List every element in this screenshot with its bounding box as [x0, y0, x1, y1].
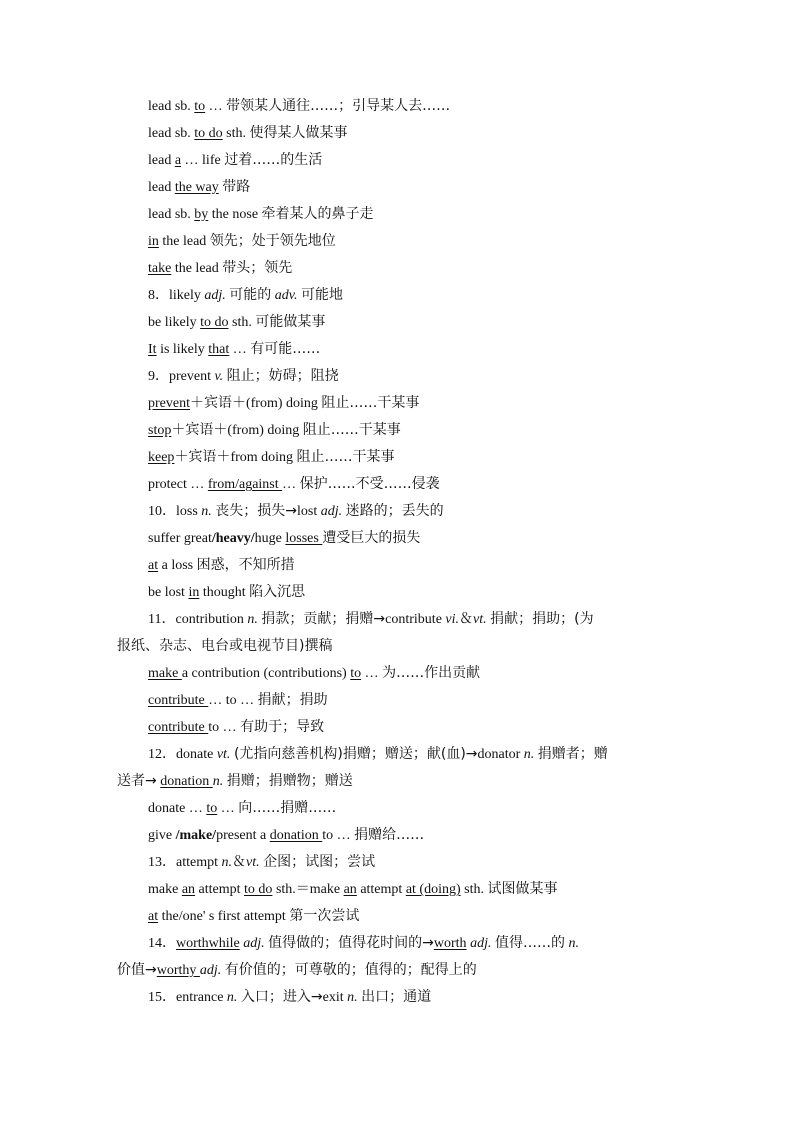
underlined-term: keep — [148, 450, 175, 465]
text-segment: attempt — [195, 882, 245, 897]
text-line — [148, 880, 557, 899]
underlined-term: to — [194, 99, 206, 114]
text-segment: a loss — [158, 558, 197, 573]
text-line — [148, 340, 320, 359]
text-segment: 带领某人通往……；引导某人去…… — [226, 98, 451, 114]
text-segment: 有助于；导致 — [240, 719, 325, 735]
underlined-term: to — [350, 666, 362, 681]
part-of-speech: n. — [212, 774, 224, 789]
underlined-term: to do — [194, 126, 223, 141]
part-of-speech: adv. — [274, 288, 298, 303]
text-line — [148, 232, 336, 251]
text-segment: 8．likely — [148, 288, 205, 303]
text-line — [148, 151, 322, 170]
text-segment: 出口；通道 — [361, 989, 432, 1005]
text-line — [148, 826, 424, 845]
text-segment: the/one' s first attempt — [158, 909, 290, 924]
text-segment: 10．loss — [148, 504, 202, 519]
underlined-term: take — [148, 261, 172, 276]
part-of-speech: vt. — [216, 747, 231, 762]
part-of-speech: adj. — [199, 963, 222, 978]
text-segment: 送者→ — [117, 773, 157, 789]
underlined-term: at — [148, 558, 159, 573]
text-segment: 遭受巨大的损失 — [322, 530, 421, 546]
text-line — [148, 664, 480, 683]
underlined-term: contribute — [148, 720, 209, 735]
text-segment: … — [282, 477, 300, 492]
text-segment: 阻止……干某事 — [302, 422, 401, 438]
text-segment: to … — [322, 828, 355, 843]
underlined-term: stop — [148, 423, 172, 438]
text-segment: ＆ — [232, 855, 246, 870]
text-segment: contribute — [385, 612, 446, 627]
underlined-term: make — [148, 666, 182, 681]
part-of-speech: vi. — [445, 612, 460, 627]
text-line — [148, 745, 608, 764]
text-segment: 阻止……干某事 — [321, 395, 420, 411]
text-segment: 捐献；捐助 — [257, 692, 328, 708]
text-segment: 向……捐赠…… — [238, 800, 337, 816]
text-segment: lead — [148, 180, 175, 195]
text-segment: give — [148, 828, 176, 843]
text-line — [148, 205, 374, 224]
text-line — [148, 529, 420, 548]
text-segment: … — [229, 342, 251, 357]
text-segment: the lead — [158, 234, 210, 249]
underlined-term: that — [208, 342, 230, 357]
text-line — [148, 907, 359, 926]
part-of-speech: v. — [214, 369, 224, 384]
underlined-term: losses — [285, 531, 323, 546]
text-line — [148, 97, 450, 116]
text-line — [148, 178, 250, 197]
part-of-speech: n. — [347, 990, 358, 1005]
text-segment: donate … — [148, 801, 207, 816]
text-segment: lead — [148, 153, 175, 168]
text-segment: 入口；进入→ — [240, 989, 323, 1005]
text-segment: 价值→ — [117, 962, 157, 978]
text-line — [148, 718, 324, 737]
text-line — [148, 691, 328, 710]
part-of-speech: vt. — [246, 855, 260, 870]
text-segment: 牵着某人的鼻子走 — [261, 206, 374, 222]
text-segment: (尤指向慈善机构)捐赠；赠送；献(血)→ — [233, 746, 478, 762]
text-segment: 有可能…… — [250, 341, 321, 357]
text-line — [148, 421, 401, 440]
underlined-term: to do — [244, 882, 273, 897]
text-segment: 值得……的 — [494, 935, 565, 951]
text-segment: 困惑，不知所措 — [196, 557, 295, 573]
text-segment: is likely — [156, 342, 209, 357]
text-segment: 报纸、杂志、电台或电视节目)撰稿 — [117, 638, 333, 654]
text-segment: 丧失；损失→ — [215, 503, 298, 519]
text-line — [148, 394, 419, 413]
text-line — [117, 961, 477, 980]
text-segment: /heavy/ — [211, 531, 255, 546]
part-of-speech: n. — [221, 855, 232, 870]
text-line — [148, 286, 343, 305]
text-segment: sth. — [228, 315, 256, 330]
text-line — [148, 610, 594, 629]
text-segment: 捐献；捐助；(为 — [490, 611, 594, 627]
text-segment: ＆ — [459, 612, 474, 627]
text-segment: 带路 — [222, 179, 251, 195]
text-line — [148, 934, 579, 953]
text-line — [117, 772, 353, 791]
underlined-term: prevent — [148, 396, 190, 411]
text-segment: … — [205, 99, 227, 114]
text-segment: sth. — [460, 882, 488, 897]
part-of-speech: vt. — [473, 612, 487, 627]
text-segment: 值得做的；值得花时间的→ — [268, 935, 434, 951]
text-line — [148, 475, 440, 494]
text-segment: 13．attempt — [148, 855, 222, 870]
underlined-term: from/against — [207, 477, 283, 492]
text-segment: 为……作出贡献 — [382, 665, 481, 681]
text-segment: 9．prevent — [148, 369, 215, 384]
text-segment: 有价值的；可尊敬的；值得的；配得上的 — [224, 962, 477, 978]
text-segment: 捐款；贡献；捐赠→ — [261, 611, 386, 627]
text-segment: suffer great — [148, 531, 212, 546]
underlined-term: the way — [174, 180, 219, 195]
text-segment: donator — [477, 747, 524, 762]
underlined-term: in — [148, 234, 159, 249]
text-segment: 迷路的；丢失的 — [345, 503, 444, 519]
text-segment: … — [217, 801, 239, 816]
text-segment: 捐赠给…… — [354, 827, 425, 843]
text-segment: 领先；处于领先地位 — [209, 233, 336, 249]
text-segment: a contribution (contributions) — [181, 666, 351, 681]
text-segment: 使得某人做某事 — [249, 125, 348, 141]
text-segment: ＋宾语＋ — [171, 422, 228, 438]
text-segment: 捐赠；捐赠物；赠送 — [226, 773, 353, 789]
text-line — [148, 502, 444, 521]
text-segment: … life — [181, 153, 225, 168]
text-segment: ＋宾语＋ — [174, 449, 231, 465]
text-segment: thought — [199, 585, 250, 600]
text-segment: exit — [322, 990, 348, 1005]
text-segment: … to … — [208, 693, 258, 708]
part-of-speech: adj. — [320, 504, 343, 519]
underlined-term: to — [206, 801, 218, 816]
underlined-term: an — [181, 882, 196, 897]
text-segment: from doing — [230, 450, 297, 465]
text-segment: 过着……的生活 — [224, 152, 323, 168]
text-segment: be lost — [148, 585, 189, 600]
text-line — [148, 583, 305, 602]
text-segment: the lead — [171, 261, 223, 276]
underlined-term: to do — [200, 315, 229, 330]
text-segment: sth.＝make — [272, 882, 344, 897]
part-of-speech: n. — [568, 936, 579, 951]
text-line — [148, 367, 339, 386]
part-of-speech: adj. — [470, 936, 492, 951]
text-line — [148, 853, 375, 872]
underlined-term: contribute — [148, 693, 209, 708]
text-segment: attempt — [356, 882, 406, 897]
underlined-term: at (doing) — [405, 882, 461, 897]
text-segment: (from) doing — [227, 423, 303, 438]
underlined-term: worth — [433, 936, 467, 951]
text-segment: present a — [216, 828, 270, 843]
part-of-speech: n. — [226, 990, 238, 1005]
underlined-term: donation — [269, 828, 323, 843]
text-line — [148, 556, 295, 575]
text-segment: 企图；试图；尝试 — [263, 854, 376, 870]
part-of-speech: n. — [523, 747, 535, 762]
underlined-term: at — [148, 909, 159, 924]
text-segment: 保护……不受……侵袭 — [299, 476, 440, 492]
text-segment: 陷入沉思 — [249, 584, 306, 600]
text-segment: 阻止；妨碍；阻挠 — [226, 368, 339, 384]
part-of-speech: n. — [201, 504, 212, 519]
part-of-speech: n. — [247, 612, 258, 627]
underlined-term: a — [174, 153, 182, 168]
text-segment: 可能的 — [229, 287, 272, 303]
text-segment: lead sb. — [148, 99, 195, 114]
text-segment: 试图做某事 — [487, 881, 558, 897]
text-segment: lost — [297, 504, 321, 519]
text-segment: /make/ — [175, 828, 217, 843]
text-segment: be likely — [148, 315, 201, 330]
text-segment: protect … — [148, 477, 208, 492]
underlined-term: worthy — [156, 963, 200, 978]
text-segment: 带头；领先 — [222, 260, 293, 276]
text-segment: to … — [208, 720, 241, 735]
underlined-term: It — [148, 342, 157, 357]
text-segment: lead sb. — [148, 207, 195, 222]
text-segment: 第一次尝试 — [289, 908, 360, 924]
text-segment: 阻止……干某事 — [296, 449, 395, 465]
text-line — [148, 124, 348, 143]
text-segment: 可能做某事 — [255, 314, 326, 330]
text-segment: 11．contribution — [148, 612, 248, 627]
text-segment: 12．donate — [148, 747, 217, 762]
text-line — [148, 799, 336, 818]
text-line — [148, 313, 325, 332]
underlined-term: worthwhile — [176, 936, 240, 951]
text-segment: huge — [254, 531, 286, 546]
text-line — [117, 637, 332, 656]
underlined-term: an — [343, 882, 357, 897]
part-of-speech: adj. — [204, 288, 226, 303]
underlined-term: donation — [160, 774, 213, 789]
text-line — [148, 259, 292, 278]
text-segment: ＋宾语＋ — [189, 395, 246, 411]
underlined-term: in — [188, 585, 200, 600]
text-segment: sth. — [222, 126, 250, 141]
text-segment: (from) doing — [245, 396, 322, 411]
text-segment: 14． — [148, 936, 176, 951]
text-segment: the nose — [208, 207, 262, 222]
text-line — [148, 988, 431, 1007]
text-segment: 捐赠者；赠 — [537, 746, 608, 762]
text-segment: make — [148, 882, 182, 897]
text-segment: lead sb. — [148, 126, 195, 141]
part-of-speech: adj. — [243, 936, 265, 951]
text-segment: 可能地 — [300, 287, 343, 303]
text-segment: … — [361, 666, 383, 681]
text-segment: 15．entrance — [148, 990, 227, 1005]
underlined-term: by — [194, 207, 209, 222]
text-line — [148, 448, 395, 467]
